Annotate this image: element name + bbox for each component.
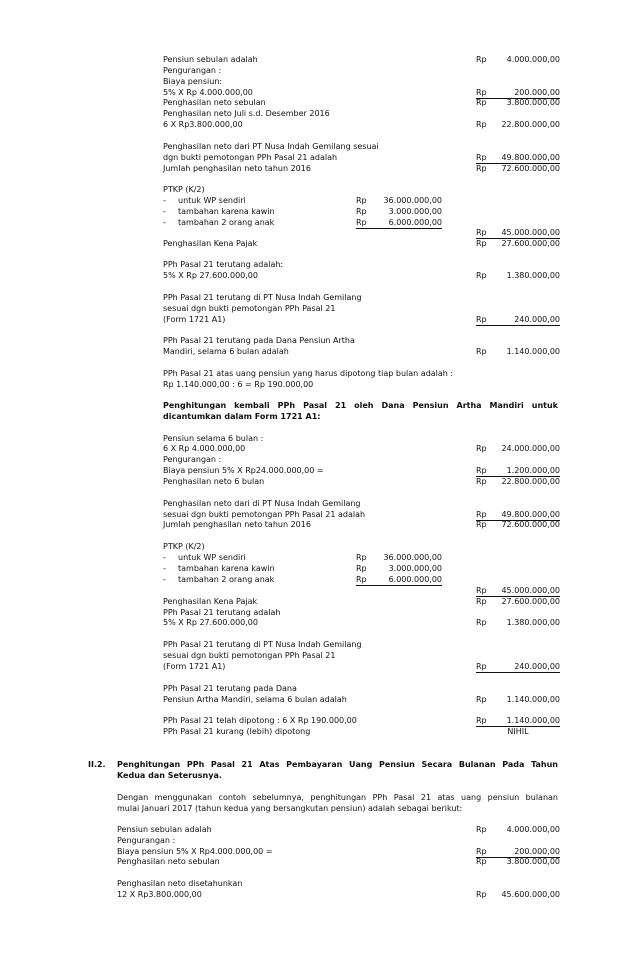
rp-label: Rp [476,55,487,64]
b1-pengurangan: Pengurangan : [163,66,222,75]
rp-label: Rp [476,98,487,107]
amount-value: 72.600.000,00 [501,164,560,173]
rp-label: Rp [476,695,487,704]
section-title-line2: Kedua dan Seterusnya. [117,771,222,780]
b2-jumlah-neto-label: Jumlah penghasilan neto tahun 2016 [163,520,311,529]
amount-value: 4.000.000,00 [506,825,560,834]
b2-pensiun-6-calc-label: 6 X Rp 4.000.000,00 [163,444,246,453]
b2-biaya-label: Biaya pensiun 5% X Rp24.000.000,00 = [163,466,324,475]
amount-value: 22.800.000,00 [501,120,560,129]
rp-label: Rp [476,466,487,475]
amount-value: 24.000.000,00 [501,444,560,453]
ptkp-item-label: tambahan 2 orang anak [178,218,275,227]
b1-neto-pt-line2: dgn bukti pemotongan PPh Pasal 21 adalah [163,153,338,162]
b2-ptkp-item [0,574,638,585]
b2-jumlah-neto-amount [476,519,560,530]
b1-pph-pt-line3: (Form 1721 A1) [163,315,226,324]
b1-ptkp-item-amount [356,217,442,229]
b2-ptkp: PTKP (K/2) [163,542,205,551]
rp-label: Rp [476,120,487,129]
s2-pensiun-sebulan-amount [476,824,560,835]
amount-value: 45.000.000,00 [501,586,560,595]
b1-neto-sebulan-amount [476,97,560,108]
s2-pengurangan: Pengurangan : [117,836,176,845]
s2-disetahunkan: Penghasilan neto disetahunkan [117,879,243,888]
ptkp-item-label: untuk WP sendiri [178,196,246,205]
b1-pph-pt-amount [476,314,560,326]
b2-pph-dana-line2: Pensiun Artha Mandiri, selama 6 bulan adalah [163,695,347,704]
amount-value: 6.000.000,00 [388,218,442,227]
b2-pph-dana-line1: PPh Pasal 21 terutang pada Dana [163,684,297,693]
dash: - [163,196,166,205]
rp-label: Rp [476,88,487,97]
rp-label: Rp [476,228,487,237]
b1-pkp-amount [476,238,560,249]
rp-label: Rp [356,196,367,205]
b1-pph-calc-label: 5% X Rp 27.600.000,00 [163,271,258,280]
b1-atas-uang-line2: Rp 1.140.000,00 : 6 = Rp 190.000,00 [163,380,314,389]
b2-pph-calc-amount [476,617,560,628]
ptkp-item-label: tambahan 2 orang anak [178,575,275,584]
b1-pph-calc-amount [476,270,560,281]
section-para-line1: Dengan menggunakan contoh sebelumnya, penghitungan PPh Pasal 21 atas uang pensiun bulanan [117,793,558,802]
amount-value: 36.000.000,00 [383,196,442,205]
rp-label: Rp [476,520,487,529]
amount-value: 45.000.000,00 [501,228,560,237]
b1-neto-juli: Penghasilan neto Juli s.d. Desember 2016 [163,109,330,118]
b1-pensiun-sebulan-label: Pensiun sebulan adalah [163,55,258,64]
amount-value: 240.000,00 [514,662,560,671]
b2-pkp-amount [476,596,560,607]
amount-value: 22.800.000,00 [501,477,560,486]
s2-disetahunkan-calc-amount [476,889,560,900]
b1-pph-dana-amount [476,346,560,357]
amount-value: 1.380.000,00 [506,618,560,627]
section-para-line2: mulai Januari 2017 (tahun kedua yang bersangkutan pensiun) adalah sebagai berikut: [117,804,463,813]
rp-label: Rp [476,477,487,486]
b1-ptkp-item [0,195,638,206]
heading-kembali-line2: dicantumkan dalam Form 1721 A1: [163,412,321,421]
rp-label: Rp [476,239,487,248]
b1-neto-sebulan-label: Penghasilan neto sebulan [163,98,266,107]
amount-value: 3.800.000,00 [506,98,560,107]
rp-label: Rp [476,618,487,627]
b1-pph-terutang: PPh Pasal 21 terutang adalah: [163,260,284,269]
b2-pengurangan: Pengurangan : [163,455,222,464]
rp-label: Rp [476,890,487,899]
b1-ptkp: PTKP (K/2) [163,185,205,194]
amount-value: 1.200.000,00 [506,466,560,475]
amount-value: 1.140.000,00 [506,347,560,356]
rp-label: Rp [476,847,487,856]
rp-label: Rp [356,564,367,573]
b2-ptkp-item-amount [356,552,442,563]
b2-pph-pt-line1: PPh Pasal 21 terutang di PT Nusa Indah Gemilang [163,640,362,649]
amount-value: 1.140.000,00 [506,716,560,725]
section-title-line1: Penghitungan PPh Pasal 21 Atas Pembayaran Uang Pensiun Secara Bulanan Pada Tahun [117,760,558,769]
b1-biaya-calc-label: 5% X Rp 4.000.000,00 [163,88,253,97]
dash: - [163,553,166,562]
rp-label: Rp [476,347,487,356]
b1-atas-uang-line1: PPh Pasal 21 atas uang pensiun yang harus dipotong tiap bulan adalah : [163,369,454,378]
b1-pensiun-sebulan-amount [476,54,560,65]
b2-pph-pt-line3: (Form 1721 A1) [163,662,226,671]
b1-ptkp-item-amount [356,206,442,217]
b2-neto-6-label: Penghasilan neto 6 bulan [163,477,265,486]
rp-label: Rp [476,825,487,834]
rp-label: Rp [356,553,367,562]
b2-pensiun-6: Pensiun selama 6 bulan : [163,434,264,443]
ptkp-item-label: tambahan karena kawin [178,564,275,573]
ptkp-item-label: untuk WP sendiri [178,553,246,562]
amount-value: 200.000,00 [514,847,560,856]
rp-label: Rp [476,271,487,280]
rp-label: Rp [476,586,487,595]
amount-value: 1.380.000,00 [506,271,560,280]
rp-label: Rp [356,575,367,584]
amount-value: 49.800.000,00 [501,510,560,519]
b1-neto-calc-label: 6 X Rp3.800.000,00 [163,120,243,129]
b2-pkp-label: Penghasilan Kena Pajak [163,597,258,606]
b1-neto-calc-amount [476,119,560,130]
b2-pensiun-6-calc-amount [476,443,560,454]
b2-telah-dipotong-label: PPh Pasal 21 telah dipotong : 6 X Rp 190.000,00 [163,716,357,725]
rp-label: Rp [476,510,487,519]
b2-ptkp-item-amount [356,563,442,574]
b1-jumlah-neto-amount [476,163,560,174]
rp-label: Rp [476,597,487,606]
b2-pph-terutang: PPh Pasal 21 terutang adalah [163,608,281,617]
b1-neto-pt-line1: Penghasilan neto dari PT Nusa Indah Gemilang sesuai [163,142,379,151]
rp-label: Rp [476,164,487,173]
dash: - [163,218,166,227]
b1-pph-dana-line1: PPh Pasal 21 terutang pada Dana Pensiun Artha [163,336,355,345]
heading-kembali-line1: Penghitungan kembali PPh Pasal 21 oleh Dana Pensiun Artha Mandiri untuk [163,401,558,410]
section-number: II.2. [88,760,106,769]
amount-value: 36.000.000,00 [383,553,442,562]
amount-value: 3.000.000,00 [388,207,442,216]
b1-pph-dana-line2: Mandiri, selama 6 bulan adalah [163,347,289,356]
ptkp-item-label: tambahan karena kawin [178,207,275,216]
b2-pph-pt-amount [476,661,560,673]
dash: - [163,564,166,573]
amount-value: 27.600.000,00 [501,239,560,248]
rp-label: Rp [356,207,367,216]
dash: - [163,207,166,216]
b1-ptkp-item [0,206,638,217]
amount-value: 200.000,00 [514,88,560,97]
dash: - [163,575,166,584]
b2-pph-calc-label: 5% X Rp 27.600.000,00 [163,618,258,627]
amount-value: 240.000,00 [514,315,560,324]
rp-label: Rp [476,662,487,671]
b2-neto-6-amount [476,476,560,487]
rp-label: Rp [476,153,487,162]
b2-ptkp-item [0,563,638,574]
amount-value: 3.000.000,00 [388,564,442,573]
b2-ptkp-item-amount [356,574,442,586]
amount-value: 49.800.000,00 [501,153,560,162]
b2-neto-pt-line1: Penghasilan neto dari di PT Nusa Indah Gemilang [163,499,361,508]
b1-ptkp-item-amount [356,195,442,206]
b1-pph-pt-line2: sesuai dgn bukti pemotongan PPh Pasal 21 [163,304,336,313]
rp-label: Rp [476,315,487,324]
b1-jumlah-neto-label: Jumlah penghasilan neto tahun 2016 [163,164,311,173]
rp-label: Rp [476,857,487,866]
s2-biaya-label: Biaya pensiun 5% X Rp4.000.000,00 = [117,847,273,856]
s2-pensiun-sebulan-label: Pensiun sebulan adalah [117,825,212,834]
b2-pph-dana-amount [476,694,560,705]
b2-kurang-lebih-label: PPh Pasal 21 kurang (lebih) dipotong [163,727,311,736]
amount-value: 6.000.000,00 [388,575,442,584]
s2-disetahunkan-calc-label: 12 X Rp3.800.000,00 [117,890,202,899]
b2-neto-pt-line2: sesuai dgn bukti pemotongan PPh Pasal 21 adalah [163,510,366,519]
b1-pkp-label: Penghasilan Kena Pajak [163,239,258,248]
amount-value: 72.600.000,00 [501,520,560,529]
b2-pph-pt-line2: sesuai dgn bukti pemotongan PPh Pasal 21 [163,651,336,660]
amount-value: 45.600.000,00 [501,890,560,899]
amount-value: 1.140.000,00 [506,695,560,704]
amount-value: 4.000.000,00 [506,55,560,64]
b1-biaya-pensiun: Biaya pensiun: [163,77,223,86]
b1-pph-pt-line1: PPh Pasal 21 terutang di PT Nusa Indah Gemilang [163,293,362,302]
rp-label: Rp [476,716,487,725]
amount-value: 27.600.000,00 [501,597,560,606]
rp-label: Rp [356,218,367,227]
amount-value: 3.800.000,00 [506,857,560,866]
b2-ptkp-item [0,552,638,563]
s2-neto-sebulan-label: Penghasilan neto sebulan [117,857,220,866]
b2-nihil-value: NIHIL [507,727,529,736]
s2-neto-sebulan-amount [476,856,560,867]
rp-label: Rp [476,444,487,453]
